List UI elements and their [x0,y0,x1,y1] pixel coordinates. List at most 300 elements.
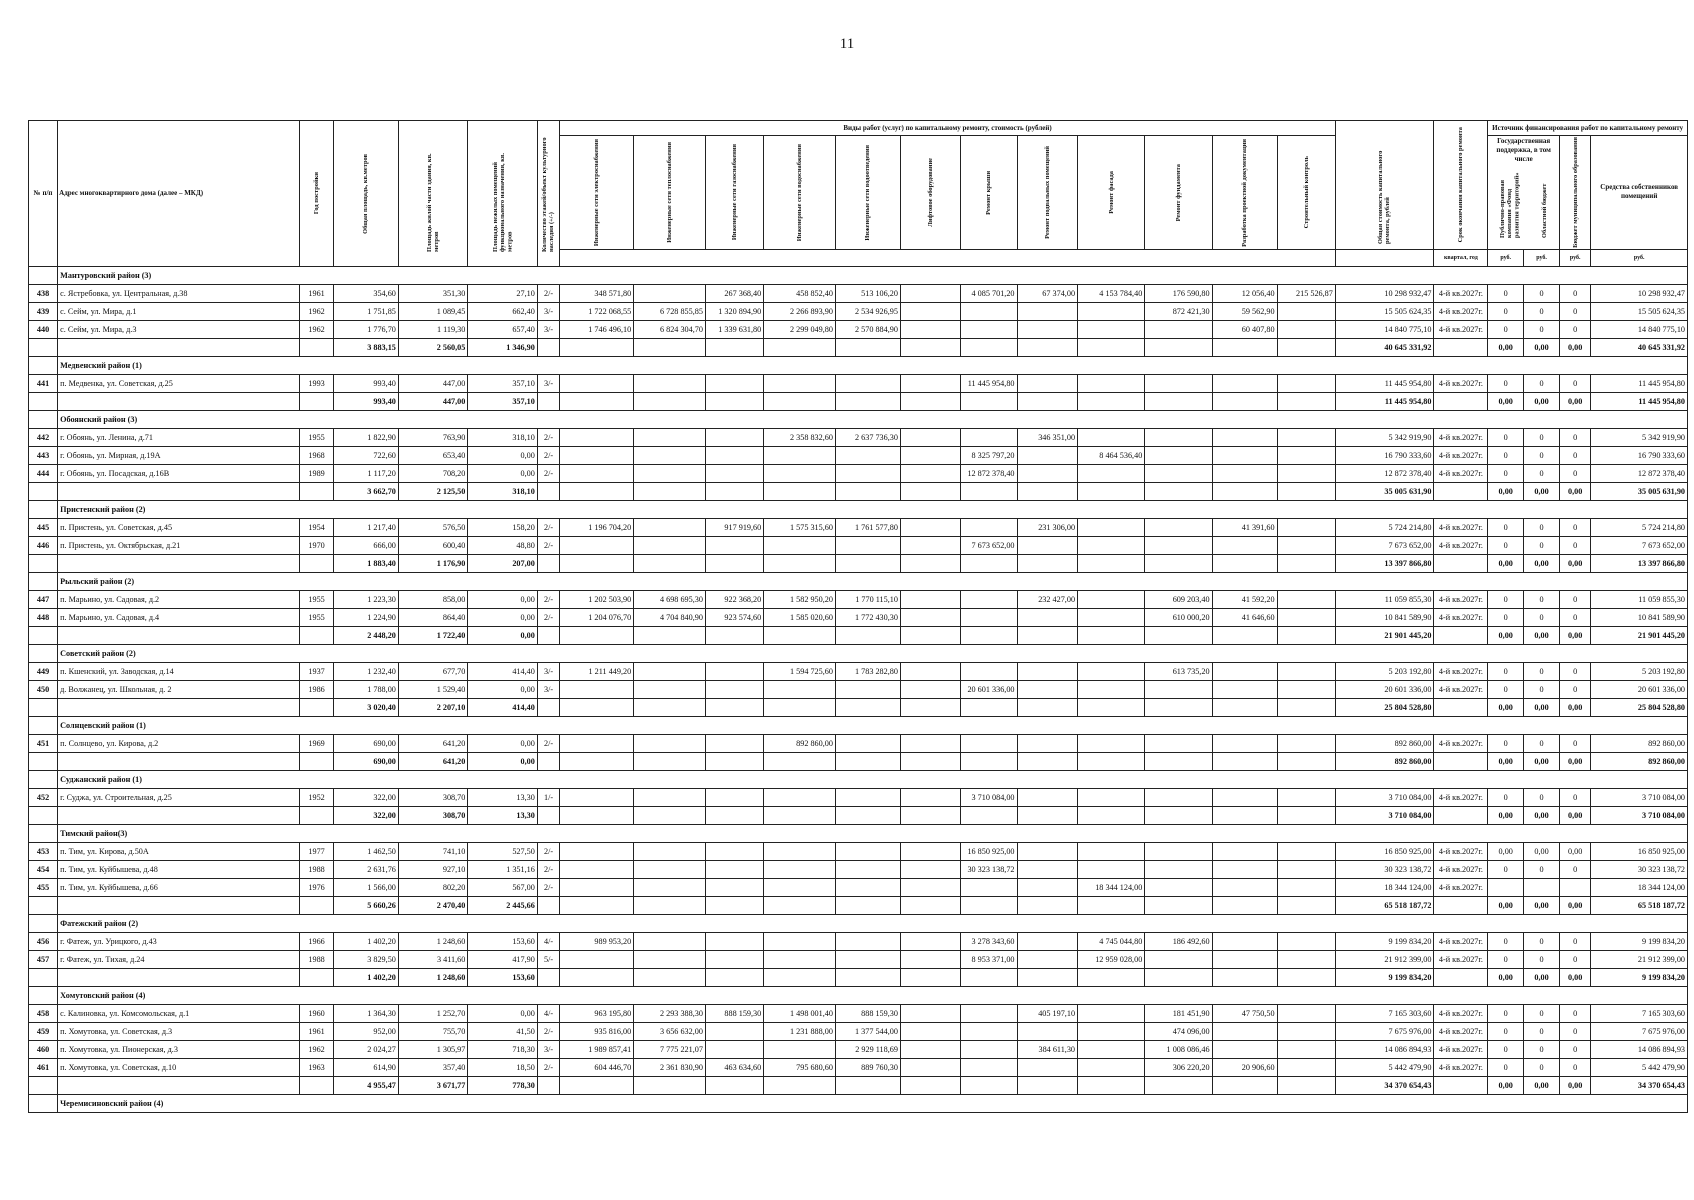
row-work-2 [705,860,763,878]
row-work-7: 384 611,30 [1017,1040,1078,1058]
row-total-cost: 5 203 192,80 [1335,662,1434,680]
row-address: п. Тим, ул. Куйбышева, д.66 [58,878,300,896]
row-address: г. Обоянь, ул. Посадская, д.16В [58,464,300,482]
row-total-area: 952,00 [333,1022,398,1040]
row-fund: 0 [1488,464,1524,482]
row-living-area: 308,70 [398,788,467,806]
row-total-cost: 11 059 855,30 [1335,590,1434,608]
subtotal-work-10 [1212,698,1277,716]
row-address: п. Марьино, ул. Садовая, д.4 [58,608,300,626]
row-work-5 [900,428,961,446]
row-total-cost: 5 724 214,80 [1335,518,1434,536]
row-work-7 [1017,878,1078,896]
row-term: 4-й кв.2027г. [1434,932,1488,950]
district-row [29,716,1688,734]
subtotal-work-0 [560,392,634,410]
subtotal-work-5 [900,968,961,986]
row-work-7 [1017,1022,1078,1040]
row-work-0 [560,464,634,482]
col-regional-label: Областной бюджет [1540,183,1548,238]
subtotal-work-0 [560,806,634,824]
row-owners: 3 710 084,00 [1591,788,1688,806]
row-work-2 [705,428,763,446]
row-number: 448 [29,608,58,626]
district-row [29,356,1688,374]
row-total-cost: 892 860,00 [1335,734,1434,752]
row-owners: 10 841 589,90 [1591,608,1688,626]
row-work-11 [1277,680,1335,698]
row-nonres-area: 527,50 [468,842,537,860]
district-num-cell [29,410,58,428]
row-work-10: 59 562,90 [1212,302,1277,320]
subtotal-work-10 [1212,968,1277,986]
row-fund: 0 [1488,518,1524,536]
subtotal-total-cost: 9 199 834,20 [1335,968,1434,986]
subtotal-work-11 [1277,698,1335,716]
subtotal-living-area: 447,00 [398,392,467,410]
subtotal-work-2 [705,554,763,572]
row-term: 4-й кв.2027г. [1434,428,1488,446]
row-work-5 [900,1058,961,1076]
subtotal-living-area: 308,70 [398,806,467,824]
col-total-cost-label: Общая стоимость капитального ремонта, рублей [1377,150,1392,244]
row-year: 1966 [300,932,334,950]
row-work-1 [634,446,706,464]
subtotal-num [29,1076,58,1094]
subtotal-regional: 0,00 [1524,896,1560,914]
row-number: 445 [29,518,58,536]
row-floors: 1/- [537,788,559,806]
col-work-0-label: Инженерные сети электроснабжения [593,138,601,246]
row-municipal: 0 [1560,590,1591,608]
subtotal-work-6 [961,806,1017,824]
subtotal-term [1434,482,1488,500]
row-living-area: 755,70 [398,1022,467,1040]
row-fund: 0 [1488,284,1524,302]
col-living-area [398,121,467,267]
row-total-cost: 15 505 624,35 [1335,302,1434,320]
row-owners: 16 790 333,60 [1591,446,1688,464]
row-work-10 [1212,680,1277,698]
subtotal-total-cost: 13 397 866,80 [1335,554,1434,572]
row-work-0: 1 204 076,70 [560,608,634,626]
row-regional: 0,00 [1524,842,1560,860]
subtotal-owners: 65 518 187,72 [1591,896,1688,914]
subtotal-work-6 [961,554,1017,572]
subtotal-living-area: 2 125,50 [398,482,467,500]
row-work-6 [961,590,1017,608]
row-total-area: 1 402,20 [333,932,398,950]
subtotal-work-3 [764,968,836,986]
row-floors: 2/- [537,536,559,554]
subtotal-work-11 [1277,392,1335,410]
row-work-5 [900,734,961,752]
row-municipal: 0 [1560,932,1591,950]
col-floors-label: Количество этажей/объект культурного наследия (+/-) [541,137,556,253]
district-row [29,986,1688,1004]
row-work-10: 41 391,60 [1212,518,1277,536]
row-number: 449 [29,662,58,680]
row-year: 1955 [300,428,334,446]
subtotal-work-5 [900,626,961,644]
subtotal-nonres-area: 2 445,66 [468,896,537,914]
row-regional: 0 [1524,734,1560,752]
subtotal-owners: 40 645 331,92 [1591,338,1688,356]
row-address: п. Тим, ул. Куйбышева, д.48 [58,860,300,878]
row-work-10 [1212,464,1277,482]
subtotal-work-4 [835,626,900,644]
row-work-2: 888 159,30 [705,1004,763,1022]
subtotal-year [300,968,334,986]
row-work-4 [835,932,900,950]
row-owners: 5 203 192,80 [1591,662,1688,680]
subtotal-work-9 [1145,392,1212,410]
district-name: Хомутовский район (4) [58,986,1688,1004]
row-work-0 [560,734,634,752]
row-address: г. Обоянь, ул. Мирная, д.19А [58,446,300,464]
row-owners: 11 445 954,80 [1591,374,1688,392]
row-owners: 14 086 894,93 [1591,1040,1688,1058]
row-total-area: 1 117,20 [333,464,398,482]
row-municipal: 0 [1560,464,1591,482]
row-work-3 [764,536,836,554]
subtotal-work-2 [705,968,763,986]
row-work-4: 889 760,30 [835,1058,900,1076]
subtotal-fund: 0,00 [1488,392,1524,410]
row-total-cost: 12 872 378,40 [1335,464,1434,482]
row-work-9 [1145,878,1212,896]
row-living-area: 1 119,30 [398,320,467,338]
row-year: 1986 [300,680,334,698]
row-work-10: 41 646,60 [1212,608,1277,626]
state-support-split [1489,168,1558,238]
row-municipal: 0 [1560,374,1591,392]
row-floors: 2/- [537,1022,559,1040]
row-total-cost: 14 086 894,93 [1335,1040,1434,1058]
subtotal-floors [537,968,559,986]
subtotal-row [29,554,1688,572]
row-work-0: 1 746 496,10 [560,320,634,338]
row-owners: 10 298 932,47 [1591,284,1688,302]
row-work-8 [1078,842,1145,860]
row-work-8 [1078,590,1145,608]
row-work-10 [1212,950,1277,968]
subtotal-fund: 0,00 [1488,698,1524,716]
row-total-area: 1 224,90 [333,608,398,626]
col-work-2-label: Инженерные сети газоснабжения [730,144,738,241]
row-living-area: 677,70 [398,662,467,680]
row-living-area: 708,20 [398,464,467,482]
row-regional: 0 [1524,1040,1560,1058]
district-name: Суджанский район (1) [58,770,1688,788]
row-work-5 [900,536,961,554]
row-total-cost: 20 601 336,00 [1335,680,1434,698]
row-work-5 [900,932,961,950]
row-floors: 3/- [537,662,559,680]
unit-fund: руб. [1488,249,1524,266]
row-nonres-area: 0,00 [468,734,537,752]
row-address: п. Хомутовка, ул. Пионерская, д.3 [58,1040,300,1058]
row-work-7 [1017,446,1078,464]
row-total-cost: 9 199 834,20 [1335,932,1434,950]
row-term: 4-й кв.2027г. [1434,788,1488,806]
row-fund: 0 [1488,428,1524,446]
col-nonres-area [468,121,537,267]
row-owners: 5 724 214,80 [1591,518,1688,536]
district-name: Тимский район(3) [58,824,1688,842]
row-municipal: 0 [1560,608,1591,626]
row-work-7 [1017,1058,1078,1076]
subtotal-total-cost: 21 901 445,20 [1335,626,1434,644]
row-living-area: 600,40 [398,536,467,554]
subtotal-work-6 [961,698,1017,716]
row-nonres-area: 0,00 [468,1004,537,1022]
subtotal-row [29,338,1688,356]
row-work-7: 232 427,00 [1017,590,1078,608]
district-name: Медвенский район (1) [58,356,1688,374]
subtotal-year [300,338,334,356]
row-total-area: 1 462,50 [333,842,398,860]
row-work-7: 67 374,00 [1017,284,1078,302]
table-header [29,121,1688,267]
row-work-2 [705,680,763,698]
funding-group-header: Источник финансирования работ по капитальному ремонту [1488,121,1688,136]
subtotal-work-6 [961,1076,1017,1094]
row-regional: 0 [1524,950,1560,968]
row-work-6 [961,1040,1017,1058]
subtotal-work-1 [634,752,706,770]
row-work-1: 4 698 695,30 [634,590,706,608]
col-address: Адрес многоквартирного дома (далее – МКД) [58,121,300,267]
row-address: с. Сейм, ул. Мира, д.3 [58,320,300,338]
row-nonres-area: 657,40 [468,320,537,338]
row-work-11 [1277,1004,1335,1022]
row-floors: 2/- [537,284,559,302]
subtotal-work-4 [835,752,900,770]
row-regional: 0 [1524,446,1560,464]
subtotal-term [1434,338,1488,356]
row-work-2 [705,878,763,896]
subtotal-num [29,698,58,716]
row-work-10: 60 407,80 [1212,320,1277,338]
row-municipal: 0 [1560,518,1591,536]
col-work-6-label: Ремонт крыши [985,170,993,215]
subtotal-work-11 [1277,482,1335,500]
col-owners: Средства собственников помещений [1591,136,1688,250]
row-work-3: 2 358 832,60 [764,428,836,446]
row-regional: 0 [1524,608,1560,626]
subtotal-term [1434,752,1488,770]
row-fund: 0 [1488,788,1524,806]
table-row [29,950,1688,968]
row-work-0: 1 211 449,20 [560,662,634,680]
row-work-8 [1078,302,1145,320]
row-work-8 [1078,1058,1145,1076]
subtotal-label [58,968,300,986]
row-work-11 [1277,302,1335,320]
row-address: п. Кшенский, ул. Заводская, д.14 [58,662,300,680]
subtotal-work-2 [705,1076,763,1094]
subtotal-work-5 [900,698,961,716]
row-work-9: 872 421,30 [1145,302,1212,320]
subtotal-work-11 [1277,554,1335,572]
row-work-5 [900,446,961,464]
col-work-10 [1212,136,1277,250]
row-municipal: 0 [1560,860,1591,878]
row-work-1: 6 728 855,85 [634,302,706,320]
subtotal-num [29,554,58,572]
table-row [29,1022,1688,1040]
subtotal-work-7 [1017,338,1078,356]
row-work-6 [961,1004,1017,1022]
subtotal-label [58,392,300,410]
table-row [29,518,1688,536]
subtotal-year [300,554,334,572]
subtotal-work-3 [764,338,836,356]
row-work-10 [1212,662,1277,680]
district-row [29,914,1688,932]
row-work-0 [560,680,634,698]
subtotal-work-3 [764,626,836,644]
row-work-9 [1145,446,1212,464]
col-work-4-label: Инженерные сети водоотведения [864,144,872,241]
col-municipal [1560,136,1591,250]
row-work-6: 8 953 371,00 [961,950,1017,968]
subtotal-work-8 [1078,752,1145,770]
subtotal-work-9 [1145,806,1212,824]
row-work-2 [705,788,763,806]
row-owners: 7 673 652,00 [1591,536,1688,554]
subtotal-nonres-area: 1 346,90 [468,338,537,356]
subtotal-owners: 25 804 528,80 [1591,698,1688,716]
row-owners: 5 342 919,90 [1591,428,1688,446]
row-work-1: 2 293 388,30 [634,1004,706,1022]
subtotal-work-10 [1212,752,1277,770]
subtotal-total-cost: 40 645 331,92 [1335,338,1434,356]
subtotal-work-2 [705,338,763,356]
row-living-area: 3 411,60 [398,950,467,968]
subtotal-total-area: 3 883,15 [333,338,398,356]
row-year: 1969 [300,734,334,752]
row-work-10 [1212,374,1277,392]
row-total-cost: 16 790 333,60 [1335,446,1434,464]
table-row [29,428,1688,446]
row-work-5 [900,680,961,698]
row-work-4 [835,536,900,554]
subtotal-work-1 [634,806,706,824]
row-total-cost: 18 344 124,00 [1335,878,1434,896]
row-address: г. Фатеж, ул. Тихая, д.24 [58,950,300,968]
row-work-0 [560,842,634,860]
row-work-9: 186 492,60 [1145,932,1212,950]
subtotal-num [29,896,58,914]
row-year: 1989 [300,464,334,482]
table-row [29,536,1688,554]
row-total-cost: 30 323 138,72 [1335,860,1434,878]
subtotal-work-3 [764,554,836,572]
subtotal-work-1 [634,896,706,914]
row-regional: 0 [1524,320,1560,338]
row-total-area: 1 223,30 [333,590,398,608]
row-total-area: 2 631,76 [333,860,398,878]
subtotal-work-9 [1145,482,1212,500]
row-floors: 2/- [537,878,559,896]
row-floors: 2/- [537,518,559,536]
subtotal-nonres-area: 318,10 [468,482,537,500]
row-term: 4-й кв.2027г. [1434,284,1488,302]
subtotal-work-1 [634,626,706,644]
subtotal-work-1 [634,1076,706,1094]
row-number: 455 [29,878,58,896]
row-number: 438 [29,284,58,302]
row-work-5 [900,950,961,968]
subtotal-total-area: 4 955,47 [333,1076,398,1094]
row-year: 1955 [300,608,334,626]
row-work-3: 458 852,40 [764,284,836,302]
row-work-11 [1277,1040,1335,1058]
row-work-4 [835,446,900,464]
row-term: 4-й кв.2027г. [1434,734,1488,752]
row-work-8 [1078,320,1145,338]
subtotal-work-9 [1145,752,1212,770]
row-address: п. Солнцево, ул. Кирова, д.2 [58,734,300,752]
col-total-area-label: Общая площадь, кв.метров [362,153,370,234]
row-floors: 2/- [537,446,559,464]
subtotal-work-8 [1078,392,1145,410]
subtotal-work-0 [560,554,634,572]
subtotal-work-7 [1017,752,1078,770]
row-work-9 [1145,464,1212,482]
subtotal-work-9 [1145,338,1212,356]
subtotal-fund: 0,00 [1488,482,1524,500]
subtotal-label [58,698,300,716]
row-work-9 [1145,320,1212,338]
row-municipal: 0 [1560,284,1591,302]
row-year: 1952 [300,788,334,806]
subtotal-living-area: 2 560,05 [398,338,467,356]
subtotal-work-10 [1212,392,1277,410]
row-work-10 [1212,860,1277,878]
subtotal-work-4 [835,968,900,986]
district-row [29,644,1688,662]
row-work-5 [900,518,961,536]
row-work-6 [961,518,1017,536]
row-floors: 3/- [537,680,559,698]
district-row [29,410,1688,428]
subtotal-total-cost: 35 005 631,90 [1335,482,1434,500]
state-support-label: Государственная поддержка, в том числе [1496,137,1551,163]
row-work-7 [1017,788,1078,806]
row-work-0 [560,878,634,896]
row-work-7 [1017,662,1078,680]
subtotal-regional: 0,00 [1524,554,1560,572]
table-row [29,590,1688,608]
row-number: 452 [29,788,58,806]
subtotal-total-area: 2 448,20 [333,626,398,644]
col-nonres-area-label: Площадь нежилых помещений функционального назначения, кв. метров [491,153,514,253]
row-municipal: 0 [1560,1004,1591,1022]
row-work-6 [961,734,1017,752]
row-year: 1968 [300,446,334,464]
row-work-3: 1 231 888,00 [764,1022,836,1040]
row-work-9 [1145,950,1212,968]
subtotal-row [29,896,1688,914]
subtotal-total-area: 5 660,26 [333,896,398,914]
district-num-cell [29,824,58,842]
row-work-11 [1277,1022,1335,1040]
row-work-6: 20 601 336,00 [961,680,1017,698]
row-regional: 0 [1524,590,1560,608]
